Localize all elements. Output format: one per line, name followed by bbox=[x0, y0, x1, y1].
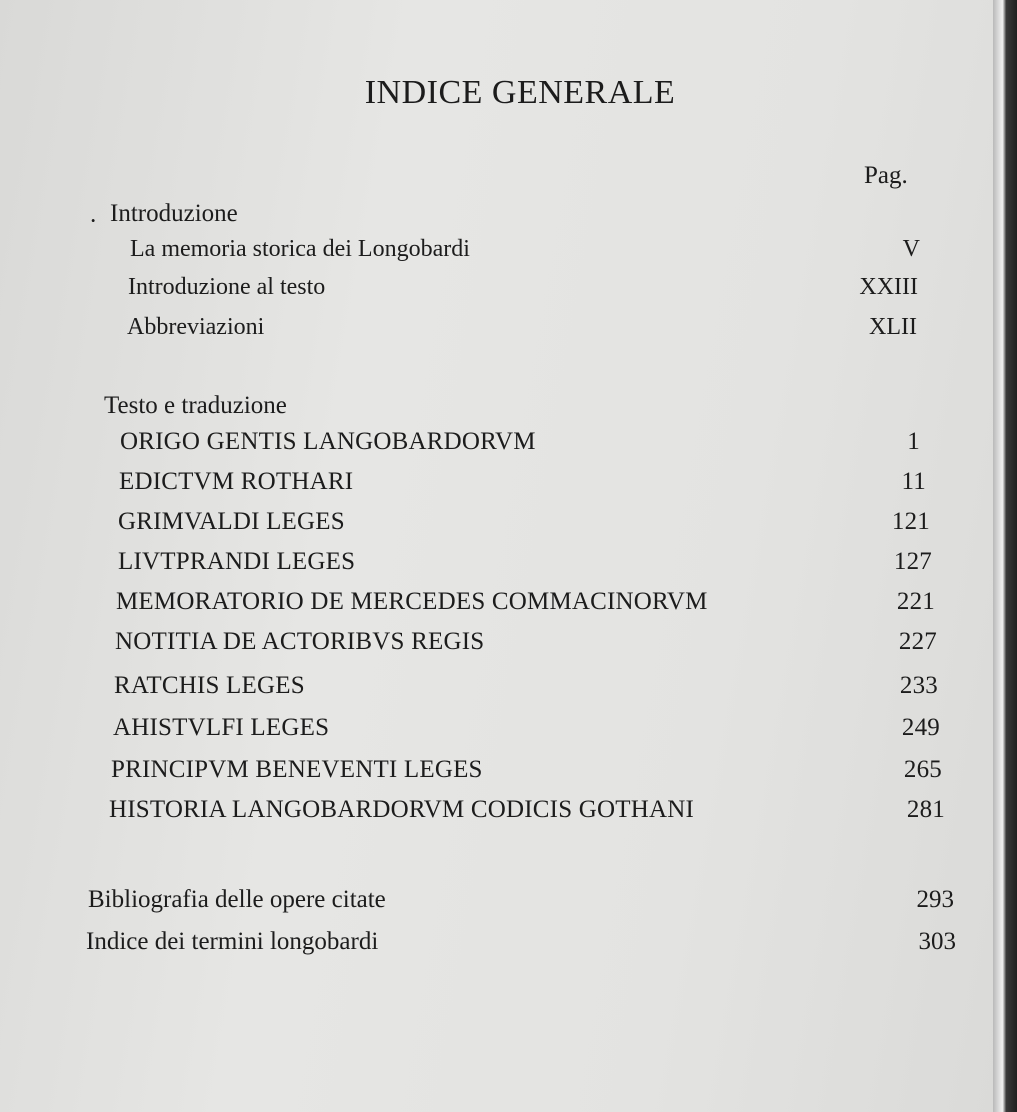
page-title: INDICE GENERALE bbox=[364, 74, 676, 111]
entry-page: 1 bbox=[907, 428, 920, 455]
entry-page: 127 bbox=[893, 548, 932, 575]
entry-title: AHISTVLFI LEGES bbox=[113, 714, 330, 741]
entry-page: 265 bbox=[903, 756, 942, 783]
entry-page: 233 bbox=[899, 672, 938, 699]
page-column-header: Pag. bbox=[864, 162, 908, 189]
entry-page: 11 bbox=[901, 468, 926, 495]
section-heading-testo: Testo e traduzione bbox=[104, 392, 287, 419]
entry-title: LIVTPRANDI LEGES bbox=[118, 548, 356, 575]
entry-page: 249 bbox=[901, 714, 940, 741]
entry-title: PRINCIPVM BENEVENTI LEGES bbox=[111, 756, 483, 783]
entry-title: EDICTVM ROTHARI bbox=[119, 468, 354, 495]
entry-title: Bibliografia delle opere citate bbox=[88, 886, 386, 913]
entry-title: Indice dei termini longobardi bbox=[86, 928, 379, 955]
entry-page: 293 bbox=[916, 886, 954, 913]
section-heading-introduzione: Introduzione bbox=[110, 200, 238, 227]
entry-title: HISTORIA LANGOBARDORVM CODICIS GOTHANI bbox=[109, 796, 695, 823]
entry-page: V bbox=[902, 236, 920, 262]
entry-page: 227 bbox=[898, 628, 937, 655]
entry-title: La memoria storica dei Longobardi bbox=[130, 236, 470, 262]
entry-page: 303 bbox=[918, 928, 956, 955]
entry-title: Abbreviazioni bbox=[127, 314, 265, 340]
entry-page: XXIII bbox=[859, 274, 918, 300]
entry-page: 121 bbox=[891, 508, 930, 535]
entry-title: ORIGO GENTIS LANGOBARDORVM bbox=[120, 428, 536, 455]
page-edge-shadow bbox=[993, 0, 1017, 1112]
entry-title: GRIMVALDI LEGES bbox=[118, 508, 345, 535]
entry-title: RATCHIS LEGES bbox=[114, 672, 305, 699]
entry-title: Introduzione al testo bbox=[128, 274, 326, 300]
entry-title: MEMORATORIO DE MERCEDES COMMACINORVM bbox=[116, 588, 708, 615]
entry-page: XLII bbox=[869, 314, 917, 340]
entry-page: 281 bbox=[906, 796, 945, 823]
bullet-mark: · bbox=[89, 208, 98, 235]
entry-page: 221 bbox=[896, 588, 935, 615]
entry-title: NOTITIA DE ACTORIBVS REGIS bbox=[115, 628, 485, 655]
